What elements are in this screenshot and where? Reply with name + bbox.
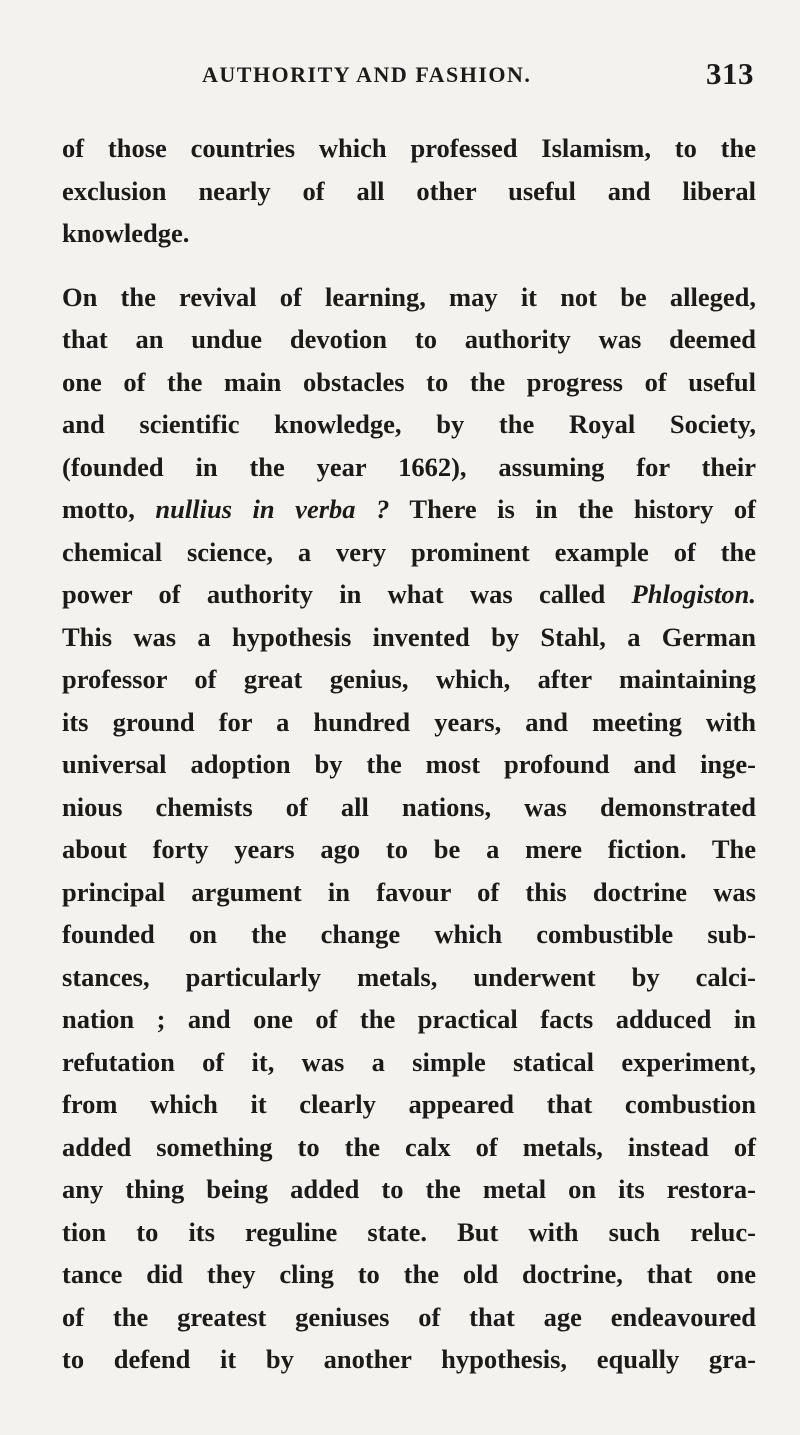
text-line: nation ; and one of the practical facts adduced in <box>62 1004 756 1034</box>
text-line: to defend it by another hypothesis, equally gra- <box>62 1344 756 1374</box>
text-line: founded on the change which combustible sub- <box>62 919 756 949</box>
text-line: its ground for a hundred years, and meeting with <box>62 706 756 737</box>
motto-suffix: There is in the history of <box>389 494 756 524</box>
text-line: added something to the calx of metals, instead of <box>62 1131 756 1162</box>
text-line: refutation of it, was a simple statical experiment, <box>62 1046 756 1077</box>
text-line: tance did they cling to the old doctrine, that one <box>62 1259 756 1289</box>
phlogiston-prefix: power of authority in what was called <box>62 579 632 609</box>
latin-motto: nullius in verba ? <box>155 494 390 524</box>
text-line: of the greatest geniuses of that age endeavoured <box>62 1301 756 1332</box>
text-line: exclusion nearly of all other useful and liberal <box>62 175 756 206</box>
paragraph-gap <box>62 255 756 276</box>
running-head: AUTHORITY AND FASHION. <box>202 62 532 87</box>
text-line: professor of great genius, which, after maintaining <box>62 664 756 694</box>
text-line: On the revival of learning, may it not be alleged, <box>62 281 756 312</box>
text-line: that an undue devotion to authority was deemed <box>62 324 756 354</box>
motto-prefix: motto, <box>62 494 156 524</box>
text-line: principal argument in favour of this doctrine was <box>62 876 756 907</box>
page-number: 313 <box>706 56 754 91</box>
text-line: any thing being added to the metal on its restora- <box>62 1174 756 1204</box>
text-line: and scientific knowledge, by the Royal Society, <box>62 409 756 439</box>
text-line: stances, particularly metals, underwent by calci- <box>62 961 756 992</box>
phlogiston-term: Phlogiston. <box>631 579 756 609</box>
text-line: tion to its reguline state. But with such reluc- <box>62 1216 756 1247</box>
text-line-motto <box>62 488 756 531</box>
text-line: universal adoption by the most profound and inge- <box>62 749 756 779</box>
text-line-phlogiston <box>62 573 756 616</box>
text-line: chemical science, a very prominent example of the <box>62 536 756 567</box>
text-line: (founded in the year 1662), assuming for their <box>62 451 756 482</box>
text-line: This was a hypothesis invented by Stahl, a German <box>62 621 756 652</box>
text-line: nious chemists of all nations, was demonstrated <box>62 791 756 822</box>
text-line: about forty years ago to be a mere fiction. The <box>62 834 756 864</box>
body-text <box>62 127 756 1381</box>
text-line: one of the main obstacles to the progress of useful <box>62 366 756 397</box>
text-line: of those countries which professed Islamism, to the <box>62 133 756 163</box>
text-line: knowledge. <box>62 218 190 248</box>
page-header <box>62 58 756 98</box>
text-line: from which it clearly appeared that combustion <box>62 1089 756 1119</box>
